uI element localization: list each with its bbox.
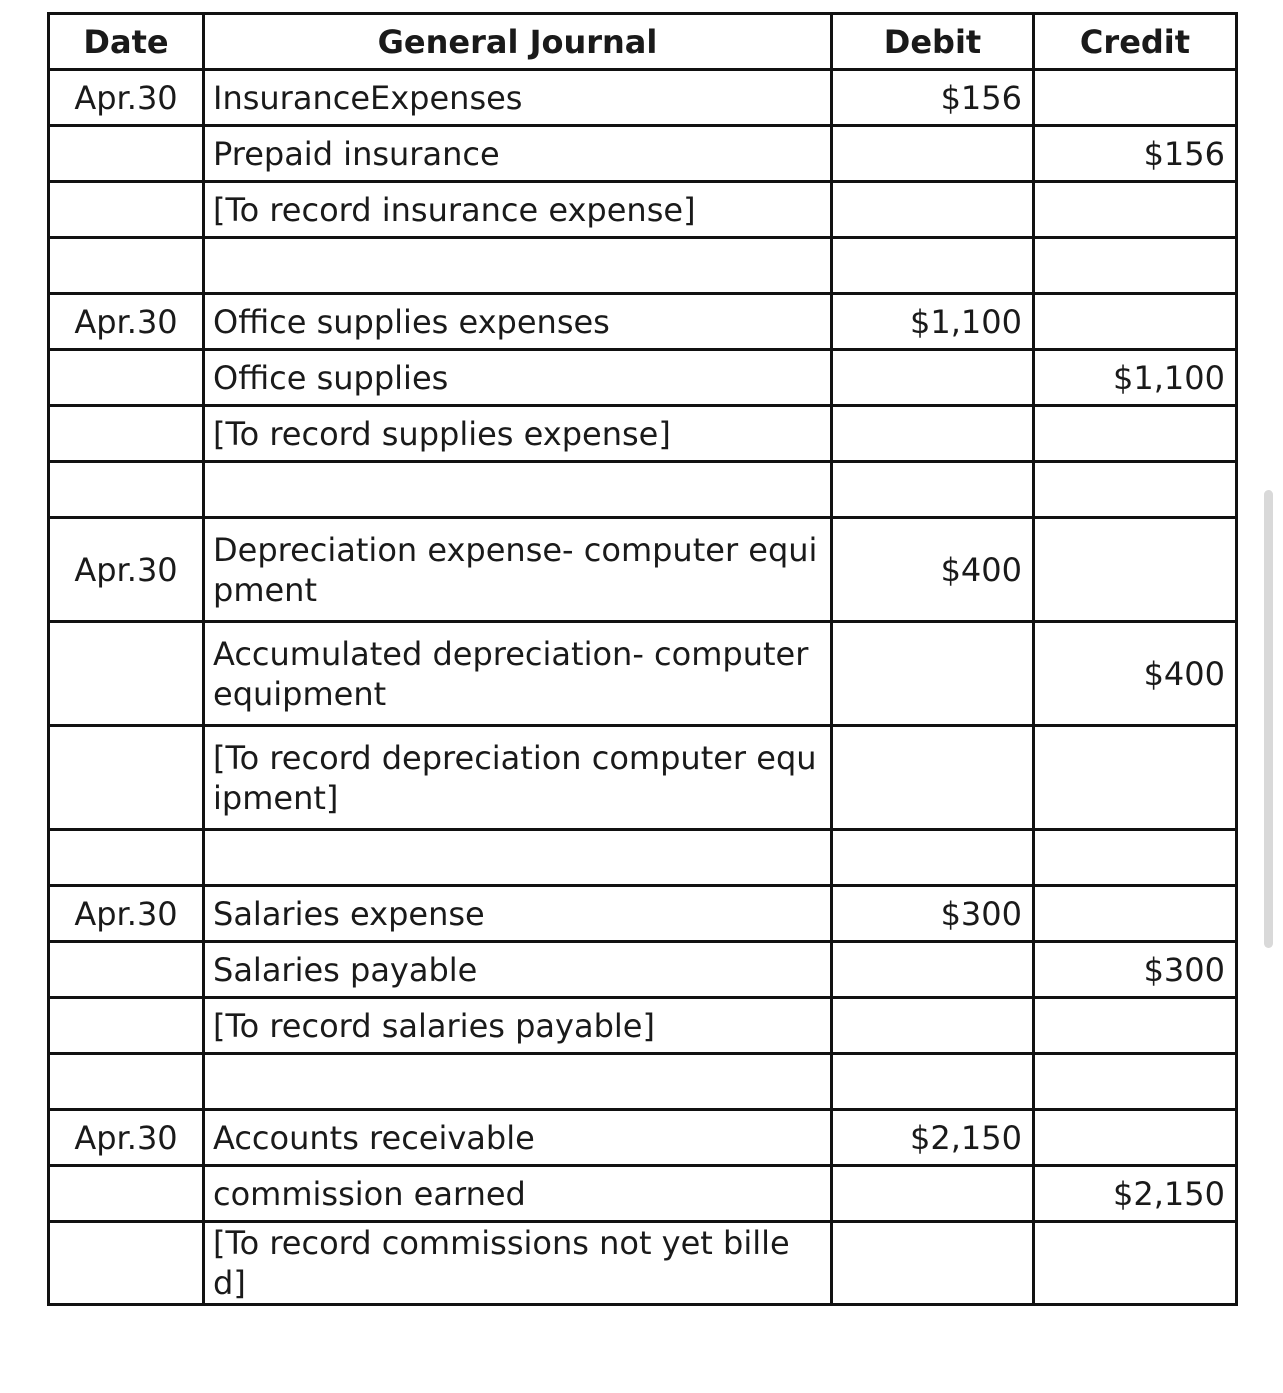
table-row	[49, 294, 1237, 350]
account-cell	[204, 462, 832, 518]
credit-cell	[1034, 406, 1237, 462]
account-cell: Accumulated depreciation- computer equipment	[204, 622, 832, 726]
credit-cell	[1034, 886, 1237, 942]
credit-cell	[1034, 462, 1237, 518]
table-row	[49, 126, 1237, 182]
table-row	[49, 886, 1237, 942]
account-cell	[204, 238, 832, 294]
credit-cell	[1034, 1054, 1237, 1110]
account-cell: Salaries expense	[204, 886, 832, 942]
table-row	[49, 518, 1237, 622]
header-date: Date	[49, 14, 204, 70]
credit-cell	[1034, 998, 1237, 1054]
credit-cell	[1034, 182, 1237, 238]
debit-cell	[832, 1222, 1034, 1305]
date-cell	[49, 238, 204, 294]
account-cell: Depreciation expense- computer equipment	[204, 518, 832, 622]
credit-cell: $2,150	[1034, 1166, 1237, 1222]
account-cell: [To record salaries payable]	[204, 998, 832, 1054]
credit-cell: $156	[1034, 126, 1237, 182]
credit-cell: $300	[1034, 942, 1237, 998]
debit-cell: $1,100	[832, 294, 1034, 350]
table-row	[49, 182, 1237, 238]
debit-cell: $400	[832, 518, 1034, 622]
table-row	[49, 622, 1237, 726]
debit-cell	[832, 998, 1034, 1054]
debit-cell	[832, 462, 1034, 518]
account-cell	[204, 830, 832, 886]
header-debit: Debit	[832, 14, 1034, 70]
debit-cell	[832, 406, 1034, 462]
date-cell: Apr.30	[49, 518, 204, 622]
debit-cell	[832, 126, 1034, 182]
table-row	[49, 1054, 1237, 1110]
date-cell	[49, 1054, 204, 1110]
debit-cell	[832, 182, 1034, 238]
account-cell: [To record supplies expense]	[204, 406, 832, 462]
date-cell	[49, 1222, 204, 1305]
account-cell: [To record insurance expense]	[204, 182, 832, 238]
account-cell: Prepaid insurance	[204, 126, 832, 182]
credit-cell: $1,100	[1034, 350, 1237, 406]
table-row	[49, 726, 1237, 830]
table-row	[49, 70, 1237, 126]
table-row	[49, 1166, 1237, 1222]
debit-cell	[832, 622, 1034, 726]
credit-cell: $400	[1034, 622, 1237, 726]
table-row	[49, 998, 1237, 1054]
debit-cell	[832, 238, 1034, 294]
debit-cell	[832, 1054, 1034, 1110]
date-cell	[49, 406, 204, 462]
header-row	[49, 14, 1237, 70]
debit-cell	[832, 1166, 1034, 1222]
credit-cell	[1034, 830, 1237, 886]
date-cell: Apr.30	[49, 70, 204, 126]
date-cell	[49, 182, 204, 238]
table-row	[49, 350, 1237, 406]
debit-cell	[832, 350, 1034, 406]
account-cell: Salaries payable	[204, 942, 832, 998]
date-cell	[49, 726, 204, 830]
table-row	[49, 462, 1237, 518]
debit-cell	[832, 942, 1034, 998]
table-row	[49, 1110, 1237, 1166]
account-cell: [To record commissions not yet billed]	[204, 1222, 832, 1305]
account-cell: [To record depreciation computer equipment]	[204, 726, 832, 830]
credit-cell	[1034, 518, 1237, 622]
table-row	[49, 1222, 1237, 1305]
account-cell: commission earned	[204, 1166, 832, 1222]
table-row	[49, 942, 1237, 998]
account-cell	[204, 1054, 832, 1110]
account-cell: Office supplies	[204, 350, 832, 406]
debit-cell: $156	[832, 70, 1034, 126]
date-cell	[49, 350, 204, 406]
date-cell	[49, 1166, 204, 1222]
credit-cell	[1034, 294, 1237, 350]
credit-cell	[1034, 1110, 1237, 1166]
credit-cell	[1034, 70, 1237, 126]
date-cell	[49, 942, 204, 998]
debit-cell	[832, 726, 1034, 830]
date-cell	[49, 462, 204, 518]
account-cell: Accounts receivable	[204, 1110, 832, 1166]
credit-cell	[1034, 238, 1237, 294]
date-cell	[49, 998, 204, 1054]
date-cell	[49, 622, 204, 726]
table-row	[49, 830, 1237, 886]
vertical-scrollbar[interactable]	[1264, 490, 1273, 948]
table-row	[49, 238, 1237, 294]
date-cell	[49, 830, 204, 886]
date-cell: Apr.30	[49, 294, 204, 350]
account-cell: InsuranceExpenses	[204, 70, 832, 126]
debit-cell: $2,150	[832, 1110, 1034, 1166]
date-cell: Apr.30	[49, 886, 204, 942]
debit-cell	[832, 830, 1034, 886]
header-credit: Credit	[1034, 14, 1237, 70]
credit-cell	[1034, 1222, 1237, 1305]
date-cell	[49, 126, 204, 182]
account-cell: Office supplies expenses	[204, 294, 832, 350]
debit-cell: $300	[832, 886, 1034, 942]
general-journal-table	[47, 12, 1238, 1306]
table-row	[49, 406, 1237, 462]
credit-cell	[1034, 726, 1237, 830]
date-cell: Apr.30	[49, 1110, 204, 1166]
header-general-journal: General Journal	[204, 14, 832, 70]
